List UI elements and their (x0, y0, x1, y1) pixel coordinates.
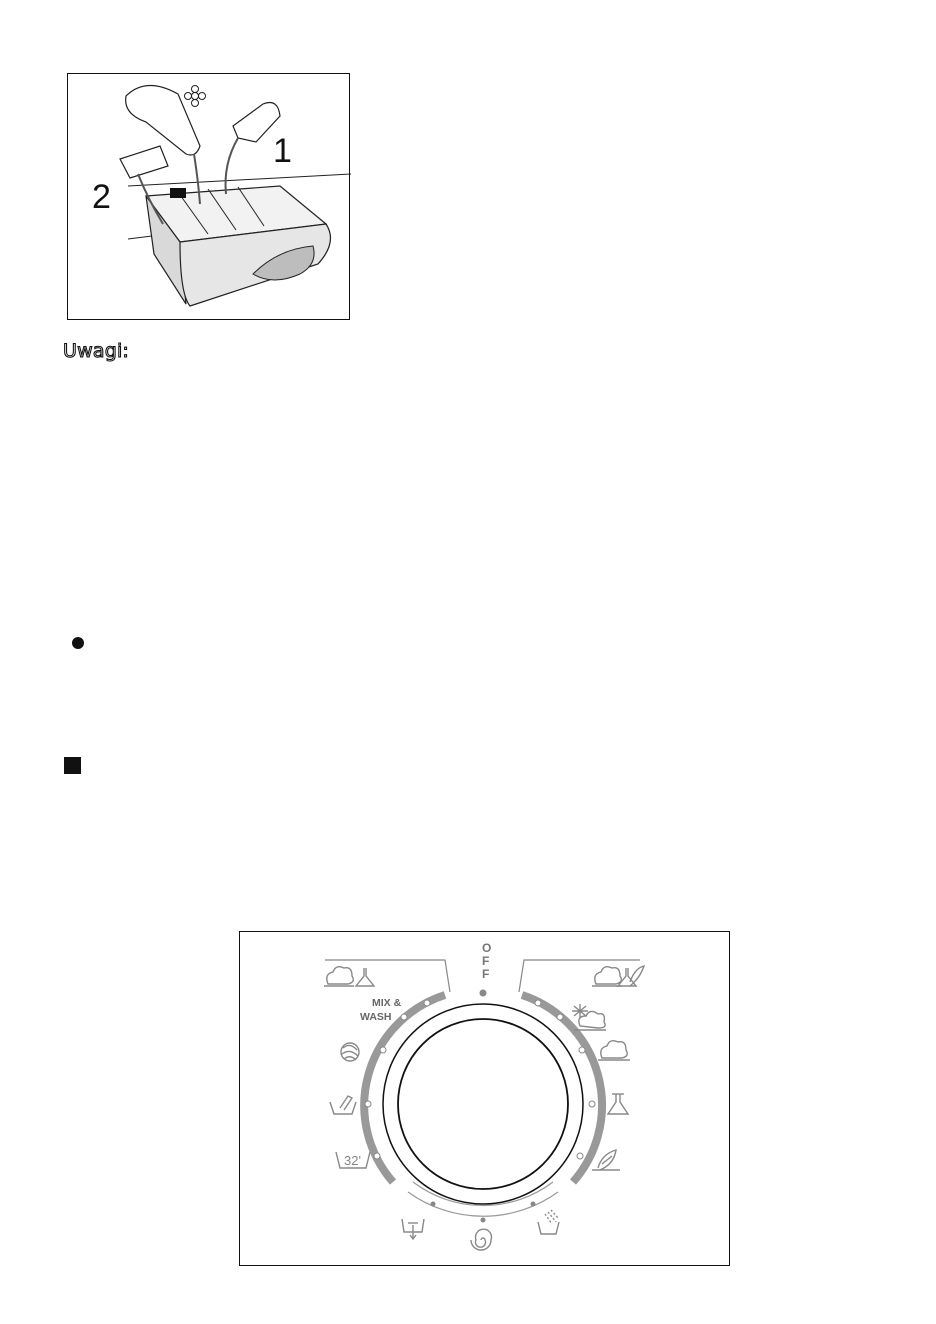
square-marker-icon (64, 757, 81, 774)
handwash-icon (330, 1096, 356, 1114)
rinse-icon (538, 1210, 559, 1234)
off-position-dot (480, 990, 487, 997)
off-letter-o: O (482, 941, 492, 955)
cotton-eco-icon (572, 1004, 606, 1030)
drain-icon (402, 1219, 424, 1239)
dispenser-illustration (67, 73, 350, 320)
mix-wash-label-line2: WASH (360, 1011, 392, 1023)
quick-wash-temp: 32' (344, 1153, 361, 1168)
quick-wash-icon (336, 1152, 370, 1168)
off-letter-f1: F (482, 954, 490, 968)
flower-icon (185, 86, 206, 107)
wool-icon (341, 1043, 359, 1061)
programme-dial-panel (239, 931, 730, 1266)
spin-icon (471, 1229, 492, 1250)
off-letter-f2: F (482, 967, 490, 981)
notes-heading: Uwagi: (63, 340, 130, 362)
bullet-icon (72, 637, 84, 649)
cotton-icon (598, 1041, 630, 1060)
delicate-icon (592, 1150, 620, 1170)
synthetic-icon (608, 1094, 628, 1114)
compartment-label-2: 2 (92, 178, 111, 216)
cotton-synthetic-delicate-icon (592, 966, 644, 986)
mix-wash-label-line1: MIX & (372, 997, 402, 1009)
dial-knob-inner (398, 1019, 568, 1189)
dispenser-drawer-drawing (68, 74, 351, 321)
cotton-synthetic-icon (324, 967, 374, 986)
compartment-label-1: 1 (273, 132, 292, 170)
programme-dial (240, 932, 731, 1267)
